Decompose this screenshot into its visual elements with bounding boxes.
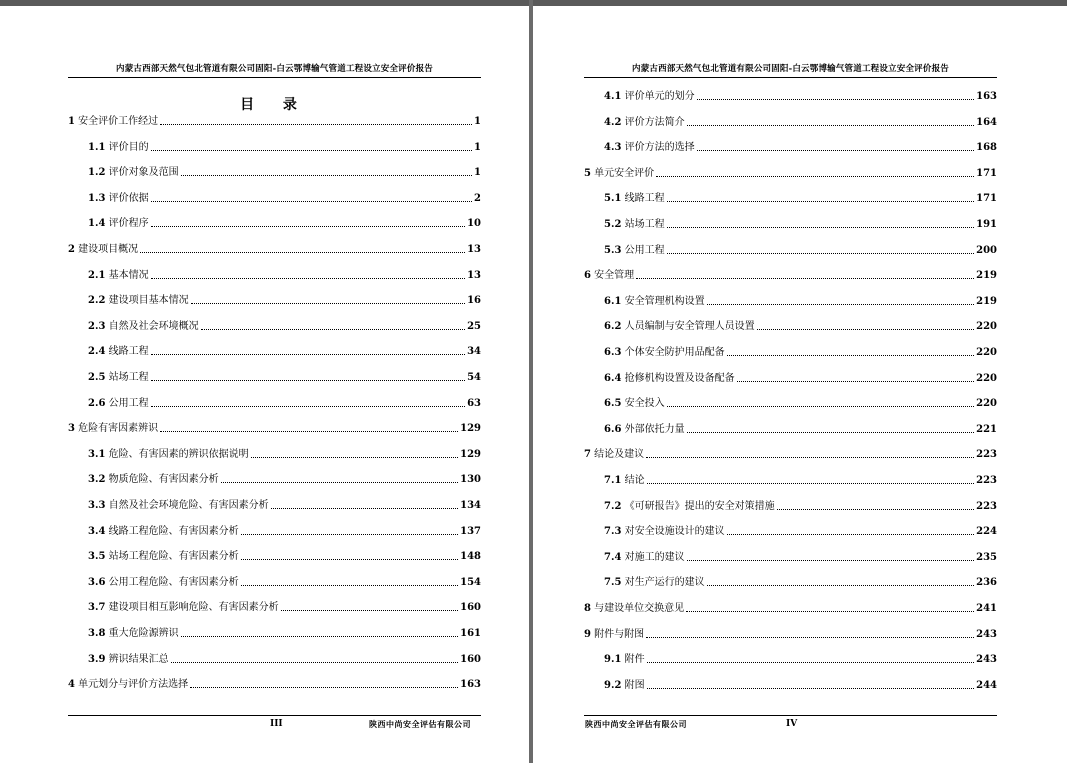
toc-entry-number: 5 xyxy=(584,167,591,179)
toc-entry[interactable] xyxy=(584,243,997,257)
toc-entry-label xyxy=(604,296,705,308)
toc-leader-dots xyxy=(687,559,975,561)
toc-entry-text: 基本情况 xyxy=(108,269,149,281)
toc-entry-number: 8 xyxy=(584,603,591,614)
toc-entry[interactable] xyxy=(584,115,997,129)
toc-entry-label xyxy=(68,116,158,128)
toc-entry-number: 3.1 xyxy=(88,448,106,460)
toc-leader-dots xyxy=(646,636,974,638)
toc-entry-label xyxy=(604,552,685,564)
toc-leader-dots xyxy=(151,353,465,355)
toc-entry[interactable] xyxy=(584,319,997,333)
toc-entry-number: 2.5 xyxy=(88,372,106,383)
toc-entry-text: 重大危险源辨识 xyxy=(108,628,179,639)
toc-entry-number: 1.2 xyxy=(88,167,106,179)
toc-entry[interactable] xyxy=(584,627,997,641)
toc-entry-text: 评价对象及范围 xyxy=(108,167,179,179)
toc-entry-text: 自然及社会环境概况 xyxy=(108,320,199,332)
toc-entry-number: 3.6 xyxy=(88,576,106,588)
toc-entry-label xyxy=(584,603,684,615)
toc-entry-text: 建设项目概况 xyxy=(78,244,139,255)
toc-entry-number: 7.2 xyxy=(604,500,622,512)
toc-entry-page: 243 xyxy=(976,654,997,666)
toc-entry[interactable] xyxy=(584,268,997,282)
toc-entry-number: 4.2 xyxy=(604,116,622,128)
toc-entry-number: 3.5 xyxy=(88,551,106,563)
toc-entry-label xyxy=(88,346,149,358)
toc-entry[interactable] xyxy=(584,678,997,692)
toc-entry-text: 抢修机构设置及设备配备 xyxy=(624,372,735,384)
toc-entry[interactable] xyxy=(68,549,481,563)
toc-leader-dots xyxy=(667,226,975,228)
toc-entry[interactable] xyxy=(584,422,997,436)
toc-entry-label xyxy=(604,577,705,589)
toc-leader-dots xyxy=(241,558,459,560)
toc-entry-text: 与建设单位交换意见 xyxy=(594,603,685,614)
toc-entry-label xyxy=(604,193,665,205)
toc-entry-text: 物质危险、有害因素分析 xyxy=(108,474,219,486)
toc-leader-dots xyxy=(697,149,975,151)
toc-entry-text: 建设项目相互影响危险、有害因素分析 xyxy=(108,602,279,614)
toc-entry-text: 评价方法的选择 xyxy=(624,142,695,154)
toc-entry-label xyxy=(604,117,685,129)
toc-entry[interactable] xyxy=(584,166,997,180)
toc-leader-dots xyxy=(687,431,975,433)
toc-entry-label xyxy=(88,218,149,230)
toc-entry-page: 235 xyxy=(976,551,997,563)
toc-leader-dots xyxy=(160,430,458,432)
toc-leader-dots xyxy=(221,481,459,483)
toc-entry-number: 3.7 xyxy=(88,602,106,614)
toc-entry-number: 7.1 xyxy=(604,475,622,486)
toc-entry[interactable] xyxy=(68,191,481,205)
toc-entry-number: 3 xyxy=(68,423,75,435)
toc-entry-text: 线路工程 xyxy=(108,346,149,358)
toc-entry-page: 13 xyxy=(467,269,481,281)
toc-entry-number: 3.2 xyxy=(88,474,106,486)
toc-entry-page: 34 xyxy=(467,346,481,358)
toc-leader-dots xyxy=(171,661,459,663)
toc-entry-label xyxy=(88,142,149,154)
toc-entry-number: 1.3 xyxy=(88,192,106,204)
toc-entry-page: 224 xyxy=(976,526,997,538)
header-rule xyxy=(584,77,997,78)
toc-entry-page: 171 xyxy=(976,193,997,205)
toc-entry-page: 63 xyxy=(467,397,481,409)
toc-entry-page: 1 xyxy=(474,141,481,153)
toc-entry-text: 附图 xyxy=(624,679,645,691)
toc-entry[interactable] xyxy=(584,575,997,589)
toc-entry-text: 附件 xyxy=(624,654,645,666)
toc-leader-dots xyxy=(697,98,975,100)
toc-entry-number: 3.8 xyxy=(88,628,106,639)
toc-entry[interactable] xyxy=(584,447,997,461)
toc-entry[interactable] xyxy=(584,89,997,103)
toc-entry-label xyxy=(604,526,725,538)
toc-entry-page: 220 xyxy=(976,347,997,358)
toc-entry[interactable] xyxy=(68,396,481,410)
toc-entry-page: 191 xyxy=(976,219,997,230)
toc-entry-number: 2.2 xyxy=(88,295,106,307)
toc-entry-label xyxy=(88,449,249,461)
toc-entry-text: 评价依据 xyxy=(108,192,149,204)
toc-entry-page: 161 xyxy=(460,628,481,639)
toc-leader-dots xyxy=(667,405,975,407)
toc-entry-label xyxy=(88,654,169,666)
toc-entry-text: 站场工程 xyxy=(108,372,149,383)
toc-entry[interactable] xyxy=(584,371,997,385)
toc-entry-text: 评价目的 xyxy=(108,141,149,153)
toc-entry-label xyxy=(604,398,665,410)
toc-entry[interactable] xyxy=(584,652,997,666)
toc-leader-dots xyxy=(181,174,472,176)
toc-entry[interactable] xyxy=(584,217,997,231)
toc-entry-number: 3.4 xyxy=(88,525,106,537)
document-page-right xyxy=(533,6,1067,763)
toc-entry-number: 5.3 xyxy=(604,244,622,256)
toc-entry-page: 220 xyxy=(976,321,997,333)
toc-entry-number: 6.6 xyxy=(604,423,622,435)
page-header: 内蒙古西部天然气包北管道有限公司固阳-白云鄂博输气管道工程设立安全评价报告 xyxy=(632,64,949,74)
toc-leader-dots xyxy=(181,635,459,637)
toc-leader-dots xyxy=(777,508,975,510)
toc-entry[interactable] xyxy=(68,242,481,256)
toc-entry[interactable] xyxy=(68,344,481,358)
toc-entry-page: 16 xyxy=(467,295,481,307)
toc-entry-text: 公用工程 xyxy=(108,397,149,409)
toc-entry-text: 评价单元的划分 xyxy=(624,91,695,102)
toc-entry-page: 130 xyxy=(460,474,481,486)
toc-entry-label xyxy=(68,244,138,256)
toc-leader-dots xyxy=(647,482,975,484)
toc-leader-dots xyxy=(151,405,465,407)
toc-entry-number: 6.1 xyxy=(604,295,622,307)
toc-leader-dots xyxy=(191,302,465,304)
toc-entry-page: 160 xyxy=(460,653,481,665)
toc-entry-text: 单元划分与评价方法选择 xyxy=(78,679,189,691)
toc-entry[interactable] xyxy=(584,473,997,487)
toc-leader-dots xyxy=(160,123,472,125)
toc-entry-text: 单元安全评价 xyxy=(594,167,655,179)
toc-entry-text: 评价方法简介 xyxy=(624,116,685,128)
toc-entry-text: 个体安全防护用品配备 xyxy=(624,347,725,358)
toc-entry-page: 54 xyxy=(467,372,481,383)
toc-entry-number: 9.1 xyxy=(604,654,622,666)
toc-entry-page: 223 xyxy=(976,475,997,486)
toc-entry[interactable] xyxy=(584,550,997,564)
toc-entry-number: 3.9 xyxy=(88,653,106,665)
toc-entry-number: 7.3 xyxy=(604,526,622,538)
toc-entry-page: 129 xyxy=(460,423,481,435)
toc-entry-page: 163 xyxy=(976,91,997,102)
toc-entry-text: 站场工程 xyxy=(624,219,665,230)
toc-entry-label xyxy=(88,270,149,282)
toc-entry-page: 2 xyxy=(474,192,481,204)
footer-rule xyxy=(68,715,481,716)
toc-entry-number: 3.3 xyxy=(88,500,106,511)
toc-leader-dots xyxy=(151,225,465,227)
toc-entry-page: 25 xyxy=(467,320,481,332)
toc-entry-page: 220 xyxy=(976,372,997,384)
toc-entry[interactable] xyxy=(68,498,481,512)
toc-entry-page: 137 xyxy=(460,525,481,537)
toc-entry-number: 2.4 xyxy=(88,346,106,358)
toc-entry-text: 危险有害因素辨识 xyxy=(78,423,159,435)
toc-entry-page: 243 xyxy=(976,628,997,640)
toc-entry-label xyxy=(584,449,644,461)
toc-entry-label xyxy=(88,167,179,179)
toc-entry-number: 6.3 xyxy=(604,347,622,358)
toc-entry-text: 对安全设施设计的建议 xyxy=(624,526,725,538)
toc-entry-label xyxy=(68,423,158,435)
toc-entry-label xyxy=(88,193,149,205)
toc-entry[interactable] xyxy=(584,140,997,154)
toc-entry-number: 2.6 xyxy=(88,397,106,409)
toc-entry-number: 7.4 xyxy=(604,551,622,563)
toc-leader-dots xyxy=(151,200,472,202)
toc-title: 目 录 xyxy=(240,97,309,113)
toc-entry-text: 外部依托力量 xyxy=(624,423,685,435)
toc-leader-dots xyxy=(687,124,975,126)
toc-entry-page: 168 xyxy=(976,142,997,154)
toc-entry[interactable] xyxy=(68,472,481,486)
page-number: IV xyxy=(786,719,798,729)
toc-entry-text: 附件与附图 xyxy=(594,628,645,640)
toc-entry-number: 7.5 xyxy=(604,577,622,589)
toc-entry[interactable] xyxy=(68,447,481,461)
toc-entry[interactable] xyxy=(68,293,481,307)
toc-entry-text: 安全评价工作经过 xyxy=(78,116,159,127)
toc-entry[interactable] xyxy=(68,652,481,666)
footer-rule xyxy=(584,715,997,716)
toc-leader-dots xyxy=(281,609,459,611)
toc-entry[interactable] xyxy=(68,370,481,384)
toc-entry-label xyxy=(88,500,269,512)
toc-entry-label xyxy=(604,424,685,436)
toc-entry-number: 7 xyxy=(584,449,591,461)
toc-entry-text: 评价程序 xyxy=(108,218,149,230)
toc-entry-page: 13 xyxy=(467,244,481,255)
toc-entry[interactable] xyxy=(68,319,481,333)
toc-leader-dots xyxy=(707,584,975,586)
toc-entry-number: 5.1 xyxy=(604,193,622,205)
toc-leader-dots xyxy=(151,149,472,151)
toc-entry-text: 建设项目基本情况 xyxy=(108,295,189,307)
toc-entry-label xyxy=(604,321,755,333)
toc-entry-number: 2 xyxy=(68,244,75,255)
toc-entry-page: 1 xyxy=(474,167,481,179)
toc-entry-label xyxy=(604,475,645,487)
toc-entry-page: 163 xyxy=(460,679,481,691)
toc-entry-text: 线路工程危险、有害因素分析 xyxy=(108,525,239,537)
toc-leader-dots xyxy=(667,252,975,254)
toc-entry-text: 公用工程 xyxy=(624,244,665,256)
toc-entry-number: 4.1 xyxy=(604,91,622,102)
toc-leader-dots xyxy=(636,277,974,279)
toc-leader-dots xyxy=(241,533,459,535)
toc-entry-number: 6.2 xyxy=(604,321,622,333)
toc-entry-page: 244 xyxy=(976,679,997,691)
toc-entry-page: 164 xyxy=(976,116,997,128)
toc-entry-label xyxy=(88,398,149,410)
toc-entry-label xyxy=(88,474,219,486)
toc-entry[interactable] xyxy=(68,268,481,282)
toc-entry-label xyxy=(604,219,665,231)
toc-entry-text: 线路工程 xyxy=(624,193,665,205)
toc-entry-text: 危险、有害因素的辨识依据说明 xyxy=(108,448,249,460)
toc-entry-text: 对施工的建议 xyxy=(624,551,685,563)
toc-entry-label xyxy=(88,372,149,384)
toc-entry[interactable] xyxy=(584,524,997,538)
toc-leader-dots xyxy=(151,277,465,279)
toc-entry-label xyxy=(604,91,695,103)
toc-entry-number: 1.1 xyxy=(88,141,106,153)
toc-leader-dots xyxy=(727,354,975,356)
toc-entry[interactable] xyxy=(68,677,481,691)
page-header: 内蒙古西部天然气包北管道有限公司固阳-白云鄂博输气管道工程设立安全评价报告 xyxy=(116,64,433,74)
toc-entry[interactable] xyxy=(68,421,481,435)
toc-leader-dots xyxy=(647,661,975,663)
toc-entry-number: 9.2 xyxy=(604,679,622,691)
toc-entry-page: 223 xyxy=(976,449,997,461)
footer-company: 陕西中尚安全评估有限公司 xyxy=(369,719,471,729)
toc-entry-page: 236 xyxy=(976,577,997,589)
toc-entry-number: 1.4 xyxy=(88,218,106,230)
toc-entry[interactable] xyxy=(584,601,997,615)
toc-leader-dots xyxy=(271,507,459,509)
toc-entry[interactable] xyxy=(68,165,481,179)
toc-entry[interactable] xyxy=(68,216,481,230)
toc-leader-dots xyxy=(667,200,975,202)
toc-entry-page: 241 xyxy=(976,603,997,614)
toc-entry[interactable] xyxy=(68,524,481,538)
toc-entry-text: 站场工程危险、有害因素分析 xyxy=(108,551,239,563)
toc-entry-text: 自然及社会环境危险、有害因素分析 xyxy=(108,500,269,511)
toc-leader-dots xyxy=(737,380,975,382)
toc-entry-label xyxy=(584,168,654,180)
toc-entry-page: 200 xyxy=(976,244,997,256)
toc-entry-text: 对生产运行的建议 xyxy=(624,577,705,589)
toc-entry-number: 9 xyxy=(584,628,591,640)
toc-entry-page: 129 xyxy=(460,448,481,460)
toc-entry-label xyxy=(604,245,665,257)
toc-entry-label xyxy=(88,321,199,333)
toc-entry[interactable] xyxy=(68,114,481,128)
toc-leader-dots xyxy=(251,456,459,458)
toc-leader-dots xyxy=(201,328,465,330)
toc-leader-dots xyxy=(151,379,465,381)
document-page-left xyxy=(0,6,529,763)
toc-entry-label xyxy=(88,602,279,614)
page-number: III xyxy=(270,719,283,729)
toc-leader-dots xyxy=(190,686,458,688)
toc-entry-number: 2.1 xyxy=(88,269,106,281)
toc-leader-dots xyxy=(707,303,975,305)
toc-entry-number: 2.3 xyxy=(88,320,106,332)
toc-entry-page: 134 xyxy=(460,500,481,511)
footer-company: 陕西中尚安全评估有限公司 xyxy=(585,719,687,729)
toc-entry-text: 安全投入 xyxy=(624,398,665,410)
toc-entry-label xyxy=(604,347,725,359)
toc-entry-text: 辨识结果汇总 xyxy=(108,653,169,665)
toc-leader-dots xyxy=(140,251,465,253)
toc-entry-text: 结论及建议 xyxy=(594,449,645,461)
toc-entry[interactable] xyxy=(68,140,481,154)
toc-entry-page: 10 xyxy=(467,218,481,230)
toc-entry[interactable] xyxy=(584,396,997,410)
toc-entry-page: 219 xyxy=(976,295,997,307)
toc-entry-page: 154 xyxy=(460,576,481,588)
toc-entry-label xyxy=(68,679,188,691)
toc-entry-number: 6.5 xyxy=(604,398,622,410)
toc-leader-dots xyxy=(241,584,459,586)
toc-entry-label xyxy=(88,628,179,640)
toc-leader-dots xyxy=(656,175,974,177)
toc-entry-text: 公用工程危险、有害因素分析 xyxy=(108,576,239,588)
toc-leader-dots xyxy=(647,687,975,689)
toc-entry-page: 220 xyxy=(976,398,997,410)
header-rule xyxy=(68,77,481,78)
toc-entry-label xyxy=(604,373,735,385)
toc-entry-number: 6.4 xyxy=(604,372,622,384)
toc-entry-text: 结论 xyxy=(624,475,645,486)
toc-entry[interactable] xyxy=(68,626,481,640)
toc-entry-number: 1 xyxy=(68,116,75,127)
toc-entry-label xyxy=(604,501,775,513)
toc-entry[interactable] xyxy=(68,600,481,614)
toc-entry[interactable] xyxy=(584,294,997,308)
toc-entry-label xyxy=(604,654,645,666)
toc-entry-number: 4 xyxy=(68,679,75,691)
toc-entry-label xyxy=(604,680,645,692)
toc-entry-label xyxy=(88,551,239,563)
toc-leader-dots xyxy=(727,533,975,535)
toc-entry-text: 人员编制与安全管理人员设置 xyxy=(624,321,755,333)
toc-entry-page: 223 xyxy=(976,500,997,512)
toc-entry-page: 160 xyxy=(460,602,481,614)
toc-entry-text: 安全管理 xyxy=(594,270,635,282)
toc-entry-page: 1 xyxy=(474,116,481,127)
toc-entry-text: 安全管理机构设置 xyxy=(624,295,705,307)
toc-entry-label xyxy=(604,142,695,154)
toc-leader-dots xyxy=(686,610,974,612)
toc-entry-number: 6 xyxy=(584,270,591,282)
toc-entry[interactable] xyxy=(68,575,481,589)
toc-entry-label xyxy=(88,577,239,589)
toc-entry-page: 148 xyxy=(460,551,481,563)
toc-entry[interactable] xyxy=(584,345,997,359)
toc-entry-number: 5.2 xyxy=(604,219,622,230)
toc-entry-label xyxy=(88,526,239,538)
toc-entry-text: 《可研报告》提出的安全对策措施 xyxy=(624,500,775,512)
toc-entry-page: 171 xyxy=(976,167,997,179)
toc-leader-dots xyxy=(646,456,974,458)
toc-entry-label xyxy=(88,295,189,307)
toc-entry-page: 221 xyxy=(976,423,997,435)
toc-entry-label xyxy=(584,629,644,641)
toc-entry-label xyxy=(584,270,634,282)
toc-entry-number: 4.3 xyxy=(604,142,622,154)
toc-entry[interactable] xyxy=(584,191,997,205)
toc-entry-page: 219 xyxy=(976,270,997,282)
toc-entry[interactable] xyxy=(584,499,997,513)
toc-leader-dots xyxy=(757,328,975,330)
